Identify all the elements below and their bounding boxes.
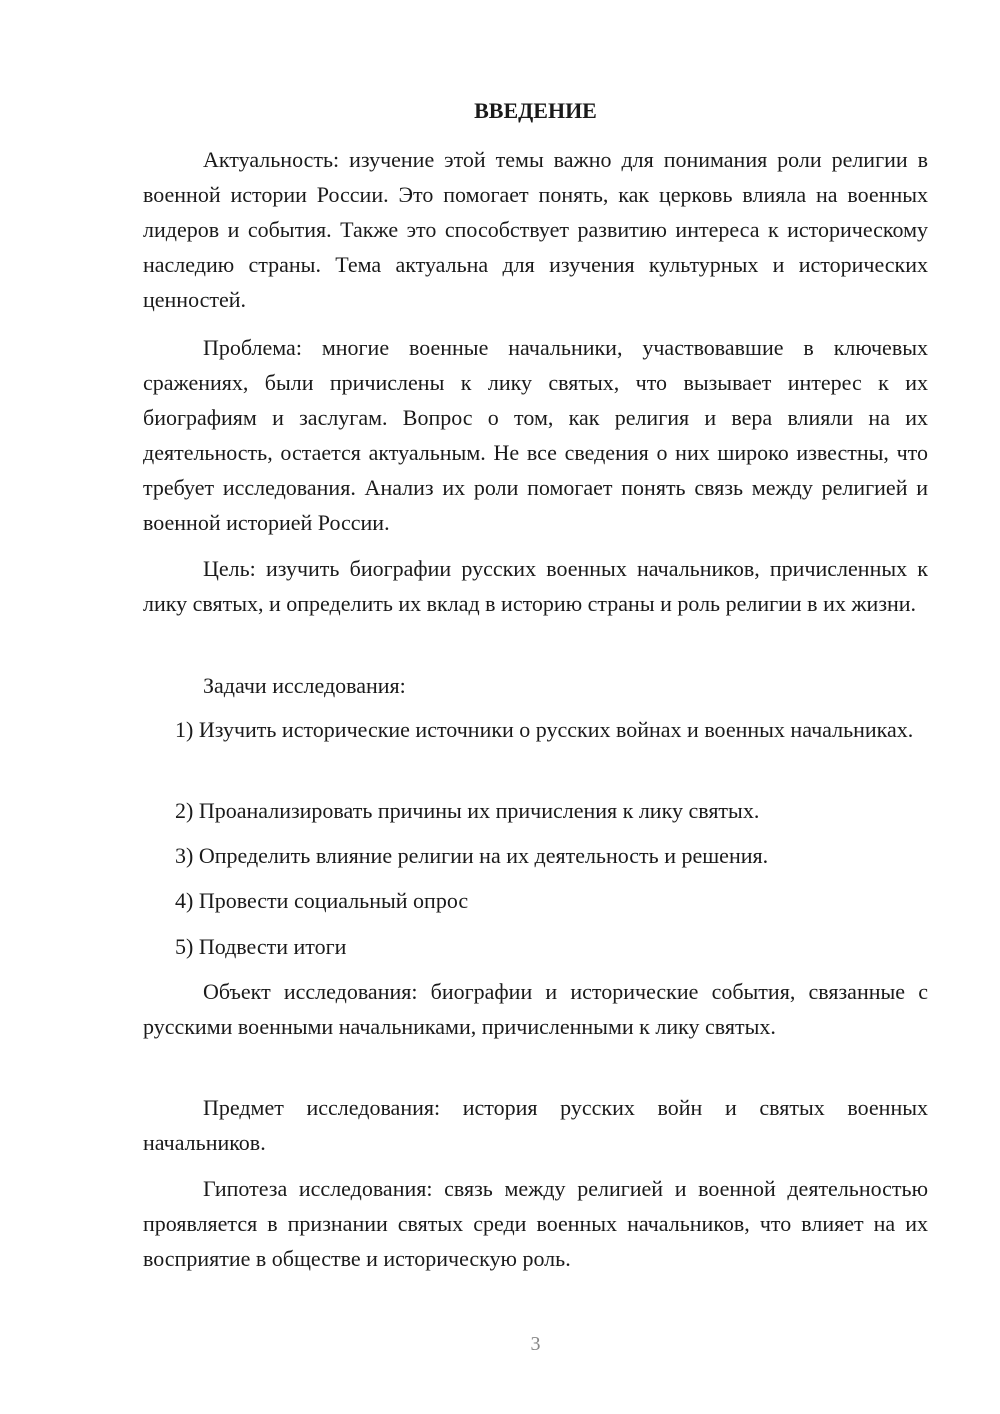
task-item-3: 3) Определить влияние религии на их деятельность и решения. (175, 843, 769, 868)
page-number: 3 (530, 1333, 541, 1355)
paragraph-subject: Предмет исследования: история русских войн и святых военных начальников. (143, 1095, 928, 1155)
task-item-2: 2) Проанализировать причины их причисления к лику святых. (175, 798, 760, 823)
paragraph-goal: Цель: изучить биографии русских военных начальников, причисленных к лику святых, и определить их вклад в историю страны и роль религии в их жизни. (143, 556, 928, 616)
paragraph-object: Объект исследования: биографии и исторические события, связанные с русскими военными начальниками, причисленными к лику святых. (143, 979, 928, 1039)
task-item-1: 1) Изучить исторические источники о русских войнах и военных начальниках. (175, 717, 914, 742)
task-item-4: 4) Провести социальный опрос (175, 888, 469, 913)
paragraph-hypothesis: Гипотеза исследования: связь между религией и военной деятельностью проявляется в признании святых среди военных начальников, что влияет на их восприятие в обществе и историческую роль. (143, 1176, 928, 1271)
paragraph-problem: Проблема: многие военные начальники, участвовавшие в ключевых сражениях, были причислены к лику святых, что вызывает интерес к их биографиям и заслугам. Вопрос о том, как религия и вера влияли на их деятельность, остается актуальным. Не все сведения о них широко известны, что требует исследования. Анализ их роли помогает понять связь между религией и военной историей России. (143, 335, 928, 535)
tasks-heading: Задачи исследования: (203, 673, 406, 698)
page-title: ВВЕДЕНИЕ (474, 98, 597, 123)
task-item-5: 5) Подвести итоги (175, 934, 347, 959)
paragraph-relevance: Актуальность: изучение этой темы важно для понимания роли религии в военной истории России. Это помогает понять, как церковь влияла на военных лидеров и события. Также это способствует развитию интереса к историческому наследию страны. Тема актуальна для изучения культурных и исторических ценностей. (143, 147, 928, 312)
